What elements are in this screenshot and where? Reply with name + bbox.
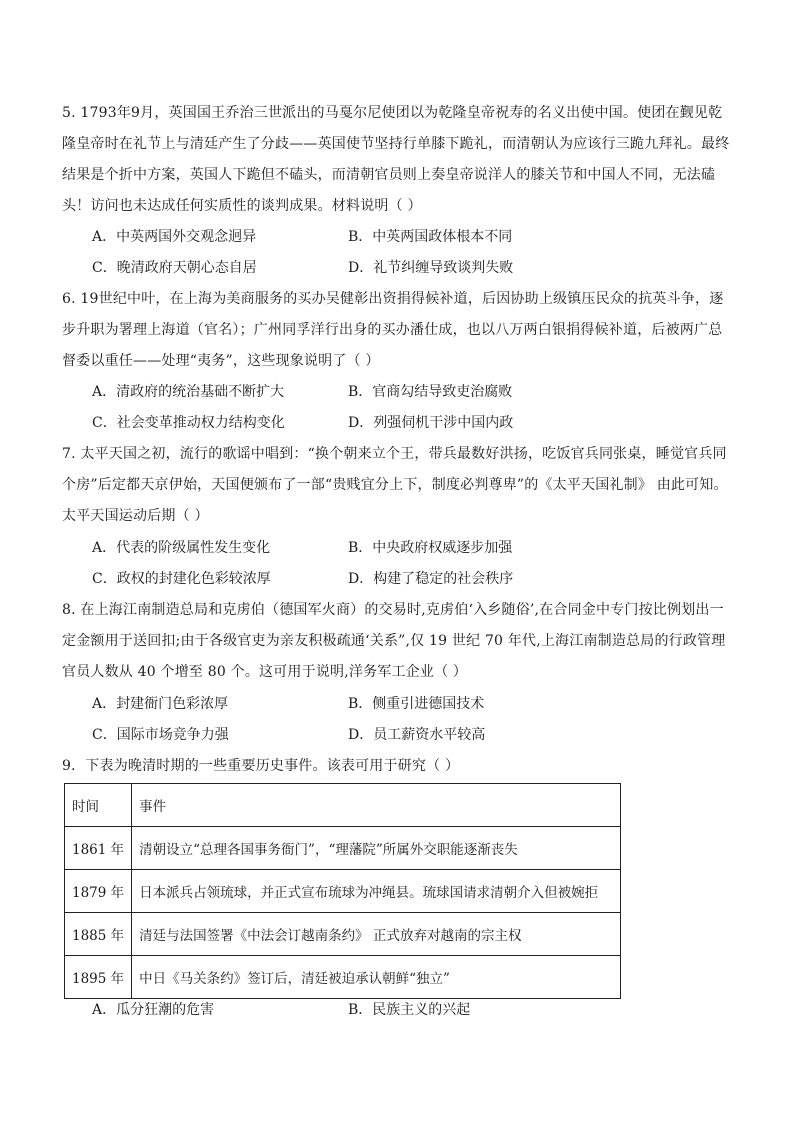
question-6-stem: 6. 19世纪中叶，在上海为美商服务的买办吴健彰出资捐得候补道，后因协助上级镇压民众的抗英斗争，逐步升职为署理上海道（官名）；广州同孚洋行出身的买办潘仕成，也以八万两白银捐得候补道，后被两广总督委以重任——处理“夷务”，这些现象说明了（ ）	[62, 291, 724, 369]
option-d[interactable]: D．列强伺机干涉中国内政	[348, 415, 514, 431]
option-b[interactable]: B．侧重引进德国技术	[348, 696, 485, 712]
table-row	[65, 870, 621, 913]
question-7-options	[92, 533, 712, 595]
option-row	[92, 720, 712, 751]
question-8-options	[92, 689, 712, 751]
table-row	[65, 827, 621, 870]
option-c[interactable]: C．晚清政府天朝心态自居	[92, 260, 257, 276]
option-d[interactable]: D．员工薪资水平较高	[348, 727, 486, 743]
question-8-stem: 8. 在上海江南制造总局和克虏伯（德国军火商）的交易时,克虏伯‘入乡随俗’,在合同金中专门按比例划出一定金额用于送回扣;由于各级官吏为亲友积极疏通‘关系”,仅 19 世纪 70 年代,上海江南制造总局的行政管理官员人数从 40 个增至 80 个。这可用于说明,洋务军工企业（ ）	[62, 602, 726, 680]
table-cell-event: 日本派兵占领琉球，并正式宣布琉球为冲绳县。琉球国请求清朝介入但被婉拒	[132, 870, 621, 913]
option-b[interactable]: B．中央政府权威逐步加强	[348, 540, 513, 556]
option-c[interactable]: C．社会变革推动权力结构变化	[92, 415, 285, 431]
question-9-options	[92, 995, 712, 1026]
option-a[interactable]: A．封建衙门色彩浓厚	[92, 696, 229, 712]
history-events-table	[64, 783, 621, 999]
table-cell-time: 1861 年	[65, 827, 132, 870]
table-cell-time: 1879 年	[65, 870, 132, 913]
option-row	[92, 377, 712, 408]
option-a[interactable]: A．瓜分狂潮的危害	[92, 1002, 215, 1018]
option-row	[92, 253, 712, 284]
option-row	[92, 408, 712, 439]
option-b[interactable]: B．民族主义的兴起	[348, 1002, 471, 1018]
question-5-options	[92, 222, 712, 284]
option-c[interactable]: C．政权的封建化色彩较浓厚	[92, 571, 271, 587]
option-b[interactable]: B．官商勾结导致吏治腐败	[348, 384, 513, 400]
option-d[interactable]: D．构建了稳定的社会秩序	[348, 571, 514, 587]
option-a[interactable]: A．清政府的统治基础不断扩大	[92, 384, 285, 400]
table-cell-event: 清廷与法国签署《中法会订越南条约》 正式放弃对越南的宗主权	[132, 913, 621, 956]
table-cell-event: 清朝设立“总理各国事务衙门”，“理藩院”所属外交职能逐渐丧失	[132, 827, 621, 870]
option-row	[92, 533, 712, 564]
table-row	[65, 956, 621, 999]
table-cell-time: 1885 年	[65, 913, 132, 956]
question-7-stem: 7. 太平天国之初，流行的歌谣中唱到：“换个朝来立个王，带兵最数好洪扬，吃饭官兵同张桌，睡觉官兵同个房”后定都天京伊始，天国便颁布了一部“贵贱宜分上下，制度必判尊卑”的《太平天国礼制》 由此可知。太平天国运动后期（ ）	[62, 446, 728, 524]
table-row	[65, 913, 621, 956]
option-row	[92, 564, 712, 595]
option-b[interactable]: B．中英两国政体根本不同	[348, 229, 513, 245]
question-5-stem: 5. 1793年9月，英国国王乔治三世派出的马戛尔尼使团以为乾隆皇帝祝寿的名义出使中国。使团在觐见乾隆皇帝时在礼节上与清廷产生了分歧——英国使节坚持行单膝下跪礼，而清朝认为应该行三跪九拜礼。最终结果是个折中方案，英国人下跪但不磕头，而清朝官员则上奏皇帝说洋人的膝关节和中国人不同，无法磕头！访问也未达成任何实质性的谈判成果。材料说明（ ）	[62, 105, 730, 214]
question-9-stem: 9．下表为晚清时期的一些重要历史事件。该表可用于研究（ ）	[62, 758, 460, 774]
option-a[interactable]: A．代表的阶级属性发生变化	[92, 540, 271, 556]
question-6-options	[92, 377, 712, 439]
option-row	[92, 995, 712, 1026]
option-a[interactable]: A．中英两国外交观念迥异	[92, 229, 257, 245]
table-header-row	[65, 784, 621, 827]
table-cell-event: 中日《马关条约》签订后，清廷被迫承认朝鲜“独立”	[132, 956, 621, 999]
option-c[interactable]: C．国际市场竞争力强	[92, 727, 229, 743]
table-header-time: 时间	[65, 784, 132, 827]
option-row	[92, 689, 712, 720]
table-cell-time: 1895 年	[65, 956, 132, 999]
option-d[interactable]: D．礼节纠缠导致谈判失败	[348, 260, 514, 276]
table-header-event: 事件	[132, 784, 621, 827]
option-row	[92, 222, 712, 253]
